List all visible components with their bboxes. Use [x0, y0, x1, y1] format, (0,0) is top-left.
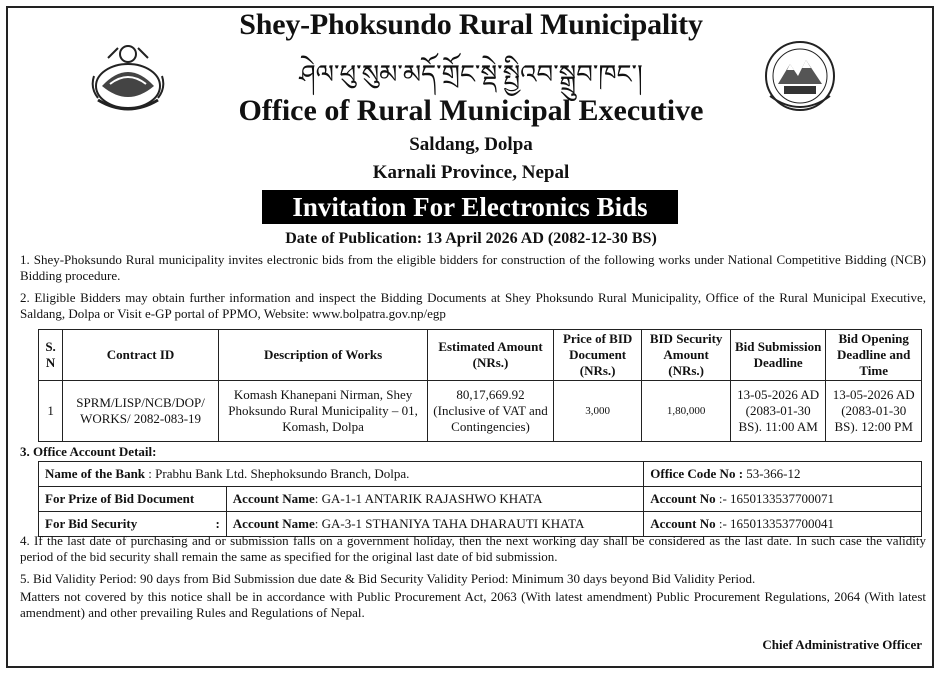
- cell-contract-id: SPRM/LISP/NCB/DOP/ WORKS/ 2082-083-19: [63, 381, 219, 442]
- cell-estimated-amount: 80,17,669.92 (Inclusive of VAT and Contingencies): [428, 381, 554, 442]
- cell-bid-document-price: 3,000: [553, 381, 642, 442]
- cell-sn: 1: [39, 381, 63, 442]
- bid-doc-number-label: Account No: [650, 491, 716, 506]
- header-submission-deadline: Bid Submission Deadline: [730, 330, 826, 381]
- header-bid-document-price: Price of BID Document (NRs.): [553, 330, 642, 381]
- office-code-value: 53-366-12: [746, 466, 801, 481]
- table-row: [39, 381, 922, 442]
- paragraph-2: 2. Eligible Bidders may obtain further information and inspect the Bidding Documents at Shey Phoksundo Rural Municipality, Office of the Rural Municipal Executive, Saldang, Dolpa or Visit e-GP portal of PPMO, Website: www.bolpatra.gov.np/egp: [20, 290, 926, 321]
- bid-table: [38, 329, 922, 442]
- table-row: [39, 462, 922, 487]
- header-contract-id: Contract ID: [63, 330, 219, 381]
- bid-doc-label: For Prize of Bid Document: [39, 487, 227, 512]
- bid-table-header-row: [39, 330, 922, 381]
- cell-submission-deadline: 13-05-2026 AD (2083-01-30 BS). 11:00 AM: [730, 381, 826, 442]
- office-code-label: Office Code No :: [650, 466, 744, 481]
- account-table: [38, 461, 922, 537]
- signature-title: Chief Administrative Officer: [762, 637, 922, 652]
- bid-security-number-value: :- 1650133537700041: [718, 516, 835, 531]
- office-code-cell: [644, 462, 922, 487]
- bank-value: : Prabhu Bank Ltd. Shephoksundo Branch, Dolpa.: [148, 466, 410, 481]
- bid-doc-account-label: Account Name: [232, 491, 315, 506]
- bid-security-account-value: : GA-3-1 STHANIYA TAHA DHARAUTI KHATA: [314, 516, 585, 531]
- publication-date: Date of Publication: 13 April 2026 AD (2082-12-30 BS): [285, 230, 657, 247]
- paragraph-4: 4. If the last date of purchasing and or submission falls on a government holiday, then the next working day shall be considered as the last date. In such case the validity period of the bid security shall remain the same as specified for the original last date of bid submission.: [20, 533, 926, 564]
- bid-security-colon: :: [215, 516, 220, 531]
- paragraph-6: Matters not covered by this notice shall be in accordance with Public Procurement Act, 2063 (With latest amendment) Public Procurement Regulations, 2064 (With latest amendment) and other prevailing Rules and Regulations of Nepal.: [20, 589, 926, 620]
- cell-opening-deadline: 13-05-2026 AD (2083-01-30 BS). 12:00 PM: [826, 381, 922, 442]
- location-line-2: Karnali Province, Nepal: [372, 162, 570, 183]
- bid-doc-number-cell: [644, 487, 922, 512]
- bank-label: Name of the Bank: [45, 466, 146, 481]
- bid-doc-account-cell: [226, 487, 643, 512]
- bank-cell: [39, 462, 644, 487]
- paragraph-5: 5. Bid Validity Period: 90 days from Bid Submission due date & Bid Security Validity Period: Minimum 30 days beyond Bid Validity Period.: [20, 571, 756, 586]
- bid-security-account-label: Account Name: [232, 516, 315, 531]
- bid-doc-account-value: : GA-1-1 ANTARIK RAJASHWO KHATA: [314, 491, 543, 506]
- header-description: Description of Works: [219, 330, 428, 381]
- cell-bid-security: 1,80,000: [642, 381, 731, 442]
- location-line-1: Saldang, Dolpa: [409, 134, 533, 155]
- table-row: [39, 487, 922, 512]
- bid-doc-number-value: :- 1650133537700071: [718, 491, 835, 506]
- office-title: Office of Rural Municipal Executive: [238, 94, 704, 127]
- bid-security-number-label: Account No: [650, 516, 716, 531]
- paragraph-3: 3. Office Account Detail:: [20, 444, 157, 459]
- notice-banner: Invitation For Electronics Bids: [262, 190, 678, 224]
- paragraph-1: 1. Shey-Phoksundo Rural municipality invites electronic bids from the eligible bidders for construction of the following works under National Competitive Bidding (NCB) Bidding procedure.: [20, 252, 926, 283]
- header-bid-security: BID Security Amount (NRs.): [642, 330, 731, 381]
- header-estimated-amount: Estimated Amount (NRs.): [428, 330, 554, 381]
- header-opening-deadline: Bid Opening Deadline and Time: [826, 330, 922, 381]
- municipality-title-tibetan: ཤེལ་ཕུ་སུམ་མདོ་གྲོང་སྡེ་སྤྱིའབ་སྒྲུབ་ཁང་།: [299, 60, 643, 90]
- municipality-title: Shey-Phoksundo Rural Municipality: [239, 8, 703, 41]
- header-sn: S. N: [39, 330, 63, 381]
- cell-description: Komash Khanepani Nirman, Shey Phoksundo Rural Municipality – 01, Komash, Dolpa: [219, 381, 428, 442]
- bid-security-label: For Bid Security: [45, 516, 138, 531]
